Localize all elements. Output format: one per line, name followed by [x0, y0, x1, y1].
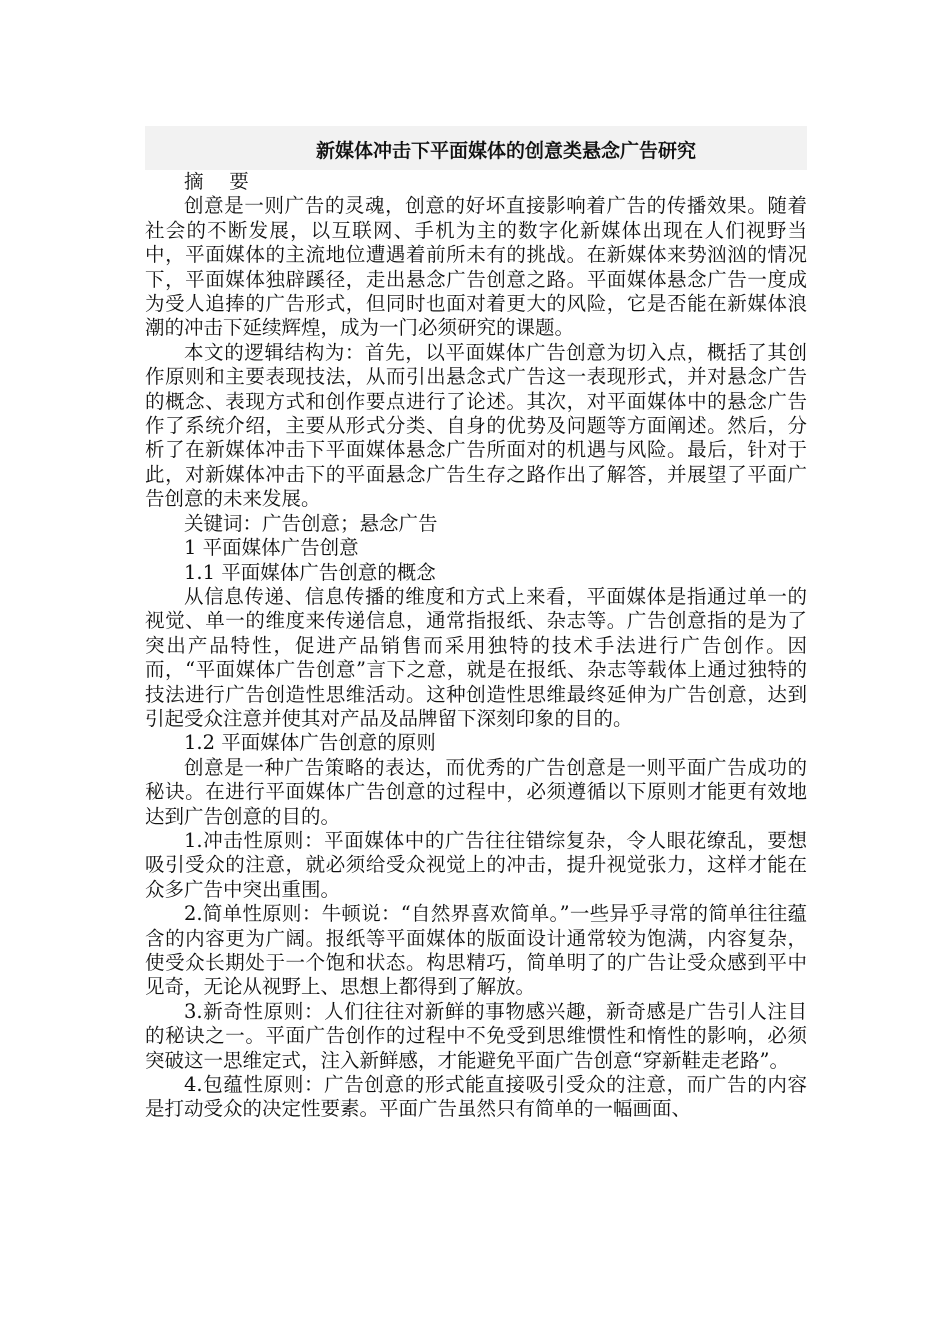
abstract-label: 摘 要: [184, 170, 259, 193]
heading-section-1: 1 平面媒体广告创意: [184, 536, 359, 560]
document-title: 新媒体冲击下平面媒体的创意类悬念广告研究: [145, 126, 807, 170]
paragraph-principles-intro: 创意是一种广告策略的表达，而优秀的广告创意是一则平面广告成功的秘诀。在进行平面媒体广告创意的过程中，必须遵循以下原则才能更有效地达到广告创意的目的。: [145, 755, 807, 828]
paragraph-abstract-2: 本文的逻辑结构为：首先，以平面媒体广告创意为切入点，概括了其创作原则和主要表现技法，从而引出悬念式广告这一表现形式，并对悬念广告的概念、表现方式和创作要点进行了论述。其次，对平面媒体中的悬念广告作了系统介绍，主要从形式分类、自身的优势及问题等方面阐述。然后，分析了在新媒体冲击下平面媒体悬念广告所面对的机遇与风险。最后，针对于此，对新媒体冲击下的平面悬念广告生存之路作出了解答，并展望了平面广告创意的未来发展。: [145, 340, 807, 511]
paragraph-principle-impact: 1.冲击性原则：平面媒体中的广告往往错综复杂，令人眼花缭乱，要想吸引受众的注意，就必须给受众视觉上的冲击，提升视觉张力，这样才能在众多广告中突出重围。: [145, 828, 807, 901]
heading-section-1-2: 1.2 平面媒体广告创意的原则: [184, 731, 436, 755]
paragraph-abstract-1: 创意是一则广告的灵魂，创意的好坏直接影响着广告的传播效果。随着社会的不断发展，以互联网、手机为主的数字化新媒体出现在人们视野当中，平面媒体的主流地位遭遇着前所未有的挑战。在新媒体来势汹汹的情况下，平面媒体独辟蹊径，走出悬念广告创意之路。平面媒体悬念广告一度成为受人追捧的广告形式，但同时也面对着更大的风险，它是否能在新媒体浪潮的冲击下延续辉煌，成为一门必须研究的课题。: [145, 194, 807, 340]
heading-section-1-1: 1.1 平面媒体广告创意的概念: [184, 560, 436, 584]
paragraph-concept: 从信息传递、信息传播的维度和方式上来看，平面媒体是指通过单一的视觉、单一的维度来传递信息，通常指报纸、杂志等。广告创意指的是为了突出产品特性，促进产品销售而采用独特的技术手法进行广告创作。因而，“平面媒体广告创意”言下之意，就是在报纸、杂志等载体上通过独特的技法进行广告创造性思维活动。这种创造性思维最终延伸为广告创意，达到引起受众注意并使其对产品及品牌留下深刻印象的目的。: [145, 584, 807, 730]
paragraph-principle-simplicity: 2.简单性原则：牛顿说：“自然界喜欢简单。”一些异乎寻常的简单往往蕴含的内容更为广阔。报纸等平面媒体的版面设计通常较为饱满，内容复杂，使受众长期处于一个饱和状态。构思精巧，简单明了的广告让受众感到平中见奇，无论从视野上、思想上都得到了解放。: [145, 902, 807, 999]
document-page: [145, 126, 807, 1122]
paragraph-principle-novelty: 3.新奇性原则：人们往往对新鲜的事物感兴趣，新奇感是广告引人注目的秘诀之一。平面广告创作的过程中不免受到思维惯性和惰性的影响，必须突破这一思维定式，注入新鲜感，才能避免平面广告创意“穿新鞋走老路”。: [145, 999, 807, 1072]
paragraph-principle-richness: 4.包蕴性原则：广告创意的形式能直接吸引受众的注意，而广告的内容是打动受众的决定性要素。平面广告虽然只有简单的一幅画面、: [145, 1073, 807, 1121]
keywords: 关键词：广告创意；悬念广告: [184, 511, 438, 535]
